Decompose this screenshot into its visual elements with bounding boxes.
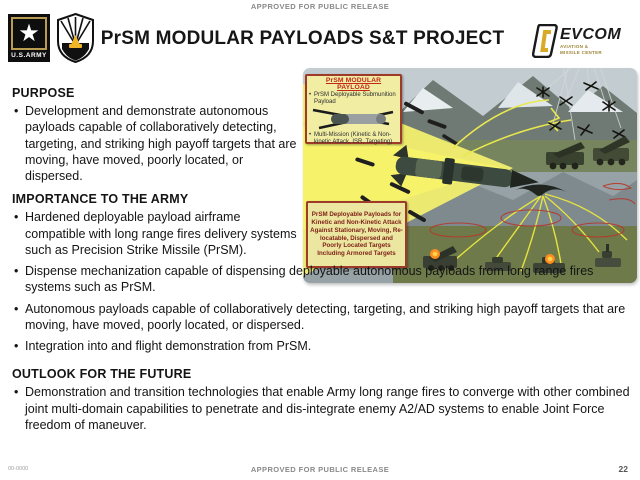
list-item: • Demonstration and transition technologies that enable Army long range fires to converge with other combined joint multi-domain capabilities to penetrate and dis-integrate enemy A2/AD systems to enable Joint Force freedom of maneuver.: [12, 384, 630, 433]
importance-list: [12, 209, 630, 354]
devcom-badge-icon: [532, 24, 558, 58]
devcom-wordmark: EVCOM: [560, 25, 622, 43]
list-item: • Development and demonstrate autonomous payloads capable of collaboratively detecting, targeting, and striking high payoff targets that are moving, have moved, poorly located, or dispersed.: [12, 103, 304, 184]
heading-purpose: PURPOSE: [12, 86, 75, 100]
heading-importance: IMPORTANCE TO THE ARMY: [12, 192, 189, 207]
footer-document-code: 00-0000: [8, 466, 29, 472]
callout-bullet: • PrSM Deployable Submunition Payload: [309, 92, 398, 106]
us-army-logo: [8, 14, 50, 62]
devcom-subtitle-line1: AVIATION &: [560, 43, 589, 49]
footer-approval-notice: APPROVED FOR PUBLIC RELEASE: [250, 465, 390, 474]
purpose-list: [12, 103, 304, 184]
list-item: • Integration into and flight demonstration from PrSM.: [12, 338, 630, 354]
page-title: PrSM MODULAR PAYLOADS S&T PROJECT: [100, 28, 505, 49]
list-item: • Autonomous payloads capable of collaboratively detecting, targeting, and striking high payoff targets that are moving, have moved, poorly located, or dispersed.: [12, 301, 630, 334]
list-item: • Hardened deployable payload airframe compatible with long range fires delivery systems such as Precision Strike Missile (PrSM).: [12, 209, 304, 258]
devcom-subtitle-line2: MISSILE CENTER: [560, 50, 602, 55]
list-item: • Dispense mechanization capable of dispensing deployable autonomous payloads from long range fires systems such as PrSM.: [12, 263, 630, 296]
callout-text: PrSM Deployable Payloads for Kinetic and Non-Kinetic Attack Against Stationary, Moving, Re-locatable, Dispersed and Poorly Located Targets Including Armored Targets: [310, 211, 403, 257]
callout-title: PrSM MODULAR PAYLOAD: [325, 77, 382, 91]
top-approval-notice: APPROVED FOR PUBLIC RELEASE: [250, 2, 390, 11]
slide-body: [12, 86, 630, 438]
army-star-icon: ★: [11, 17, 47, 50]
outlook-list: [12, 384, 630, 433]
page-number: 22: [618, 464, 628, 474]
army-logo-label: U.S.ARMY: [11, 52, 47, 59]
callout-bullet: • Multi-Mission (Kinetic & Non-kinetic Attack, ISR, Targeting): [309, 132, 398, 146]
devcom-logo: [532, 20, 636, 62]
army-futures-command-patch-icon: [57, 13, 94, 63]
heading-outlook: OUTLOOK FOR THE FUTURE: [12, 367, 192, 382]
